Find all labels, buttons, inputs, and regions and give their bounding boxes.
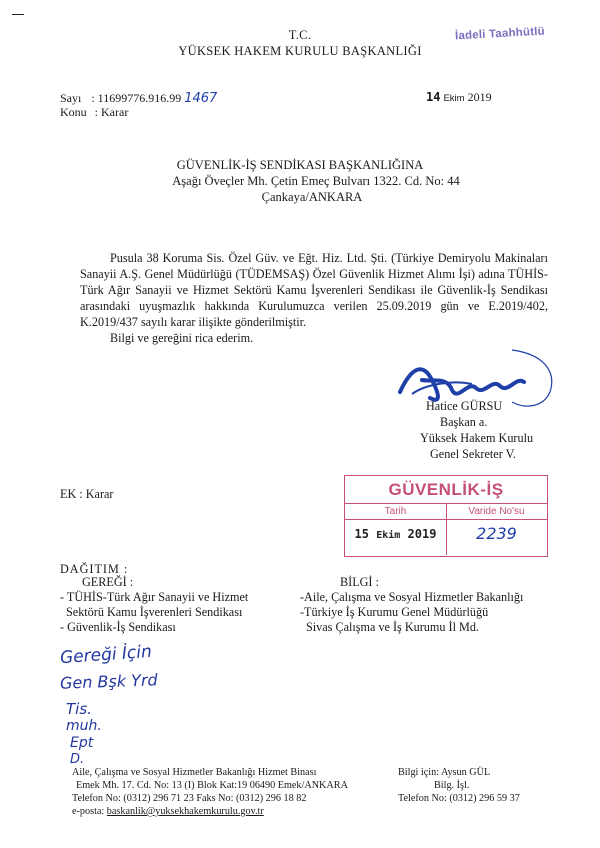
stamp-date: 15 Ekim 2019: [354, 527, 437, 541]
document-date: [426, 90, 492, 105]
body-paragraph: [80, 250, 548, 330]
ek-row: [60, 487, 113, 502]
footer-phone: Telefon No: (0312) 296 71 23 Faks No: (0312) 296 18 82: [72, 793, 307, 804]
gereği-title: GEREĞİ :: [82, 575, 134, 589]
gereği-item: - TÜHİS-Türk Ağır Sanayii ve Hizmet: [60, 590, 249, 604]
signatory-title2: Yüksek Hakem Kurulu: [420, 431, 534, 445]
date-year: 2019: [467, 90, 492, 104]
stamp-number: 2239: [476, 524, 517, 543]
recipient-city: Çankaya/ANKARA: [261, 190, 363, 204]
footer-left: [72, 766, 348, 818]
ek-label: EK: [60, 487, 77, 501]
bilgi-item: -Türkiye İş Kurumu Genel Müdürlüğü: [300, 605, 489, 619]
closing-text: Bilgi ve gereğini rica ederim.: [110, 331, 254, 345]
ek-value: : Karar: [79, 487, 114, 501]
sayi-label: Sayı: [60, 91, 82, 105]
footer-contact: Bilgi için: Aysun GÜL: [398, 767, 491, 778]
sayi-value: : 11699776.916.99: [91, 91, 182, 105]
bilgi-list: [300, 590, 523, 635]
header-institution: YÜKSEK HAKEM KURULU BAŞKANLIĞI: [178, 44, 422, 58]
stamp-number-label: Varide No'su: [468, 506, 525, 517]
footer-right: [398, 766, 520, 805]
stamp-title: GÜVENLİK-İŞ: [388, 480, 504, 499]
konu-value: : Karar: [94, 105, 129, 119]
footer-email-link[interactable]: baskanlik@yuksekhakemkurulu.gov.tr: [106, 806, 264, 817]
sayi-row: [60, 91, 217, 106]
gereği-list: [60, 590, 248, 635]
date-day: 14: [426, 90, 441, 104]
footer-address2: Emek Mh. 17. Cd. No: 13 (I) Blok Kat:19 06490 Emek/ANKARA: [76, 780, 348, 791]
handwritten-note-6: D.: [70, 752, 85, 767]
date-month: Ekim: [443, 93, 465, 104]
handwritten-note-4: muh.: [66, 718, 102, 734]
recipient-name: GÜVENLİK-İŞ SENDİKASI BAŞKANLIĞINA: [176, 158, 424, 172]
signatory-title3: Genel Sekreter V.: [430, 447, 516, 461]
footer-email-label: e-posta:: [72, 806, 105, 817]
bilgi-title: BİLGİ :: [340, 575, 379, 589]
bilgi-item: -Aile, Çalışma ve Sosyal Hizmetler Bakanlığı: [300, 590, 524, 604]
sayi-handwritten: 1467: [184, 91, 218, 106]
gereği-item: - Güvenlik-İş Sendikası: [60, 620, 176, 634]
footer-email-row: [72, 805, 348, 818]
recipient-address: Aşağı Öveçler Mh. Çetin Emeç Bulvarı 1322. Cd. No: 44: [172, 174, 460, 188]
footer-address1: Aile, Çalışma ve Sosyal Hizmetler Bakanlığı Hizmet Binası: [72, 767, 317, 778]
distribution-title: DAĞITIM :: [60, 562, 129, 576]
registered-mail-stamp: İadeli Taahhütlü: [454, 25, 546, 43]
stamp-date-label: Tarih: [384, 506, 407, 517]
gereği-item: Sektörü Kamu İşverenleri Sendikası: [66, 605, 243, 619]
handwritten-note-5: Ept: [70, 735, 94, 751]
header-tc: T.C.: [288, 28, 312, 42]
page-mark: [12, 14, 24, 15]
konu-label: Konu: [60, 105, 87, 119]
konu-row: [60, 105, 128, 120]
signatory-name: Hatice GÜRSU: [426, 399, 503, 413]
signatory-title1: Başkan a.: [440, 415, 488, 429]
bilgi-item: Sivas Çalışma ve İş Kurumu İl Md.: [306, 620, 479, 634]
handwritten-note-2: Gen Bşk Yrd: [59, 670, 158, 693]
handwritten-note-3: Tis.: [66, 700, 92, 718]
handwritten-note-1: Gereği İçin: [59, 641, 153, 669]
footer-contact-role: Bilg. İşl.: [434, 780, 470, 791]
body-text: Pusula 38 Koruma Sis. Özel Güv. ve Eğt. Hiz. Ltd. Şti. (Türkiye Demiryolu Makinaları Sanayii A.Ş. Genel Müdürlüğü (TÜDEMSAŞ) Özel Güvenlik Hizmet Alımı İşi) adına TÜHİS-Türk Ağır Sanayii ve Hizmet Sektörü Kamu İşverenleri Sendikası ile Güvenlik-İş Sendikası arasındaki uyuşmazlık hakkında Kurulumuzca verilen 25.09.2019 gün ve E.2019/402, K.2019/437 sayılı karar ilişikte gönderilmiştir.: [80, 251, 548, 329]
footer-contact-phone: Telefon No: (0312) 296 59 37: [398, 793, 520, 804]
received-stamp: [344, 475, 548, 557]
